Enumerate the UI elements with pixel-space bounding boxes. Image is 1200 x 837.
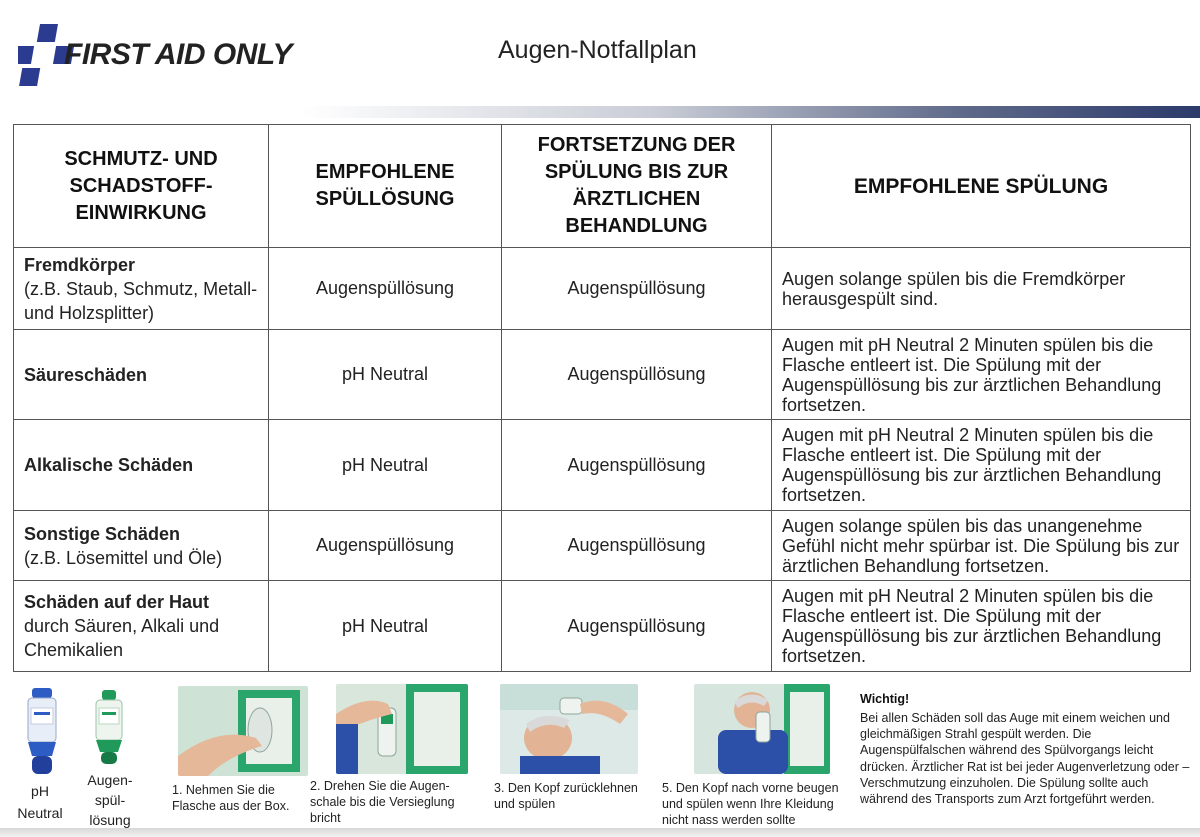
continuation-cell: Augenspüllösung — [502, 581, 772, 672]
table-row — [14, 511, 1191, 581]
exposure-cell — [14, 420, 269, 511]
step-5: 5. Den Kopf nach vorne beugen und spülen wenn Ihre Kleidung nicht nass werden sollte — [662, 781, 839, 827]
instruction-cell: Augen mit pH Neutral 2 Minuten spülen bis die Flasche entleert ist. Die Spülung mit der Augenspüllösung bis zur ärztlichen Behandlung fortsetzen. — [772, 581, 1191, 672]
important-note-text: Bei allen Schäden soll das Auge mit einem weichen und gleichmäßigen Strahl gespült werden. Die Augenspülfalschen während des Spülvorgangs leicht drücken. Ärztlicher Rat ist bei jeder Augenverletzung oder –Verschmutzung einzuholen. Die Spülung sollte auch während des Transports zum Arzt fortgeführt werden. — [860, 711, 1190, 807]
exposure-type: Sonstige Schäden — [24, 523, 181, 544]
exposure-cell — [14, 330, 269, 420]
eyewash-bottle-icon — [92, 688, 126, 766]
header-solution: EMPFOHLENE SPÜLLÖSUNG — [269, 125, 502, 248]
step2-photo — [336, 684, 468, 774]
exposure-detail: durch Säuren, Alkali und Chemikalien — [24, 616, 220, 660]
table-row — [14, 420, 1191, 511]
exposure-type: Alkalische Schäden — [24, 455, 194, 475]
table-row — [14, 581, 1191, 672]
step-1: 1. Nehmen Sie die Flasche aus der Box. — [172, 783, 290, 813]
table-row — [14, 330, 1191, 420]
bottom-divider — [0, 828, 1200, 837]
eyewash-label-line1: Augen- — [87, 772, 133, 788]
step3-photo — [500, 684, 638, 774]
instructions-footer — [0, 684, 1200, 837]
instruction-cell: Augen solange spülen bis die Fremdkörper herausgespült sind. — [772, 248, 1191, 330]
exposure-type: Schäden auf der Haut — [24, 592, 210, 612]
exposure-detail: (z.B. Staub, Schmutz, Metall- und Holzsplitter) — [24, 278, 258, 323]
header-instruction: EMPFOHLENE SPÜLUNG — [772, 125, 1191, 248]
step5-photo — [694, 684, 830, 774]
brand-logo — [18, 24, 318, 86]
step-3: 3. Den Kopf zurücklehnen und spülen — [494, 781, 638, 811]
ph-neutral-bottle-icon — [22, 686, 62, 776]
eye-emergency-table — [13, 124, 1191, 672]
header-divider — [0, 106, 1200, 118]
table-row — [14, 248, 1191, 330]
exposure-type: Fremdkörper — [24, 254, 136, 275]
exposure-cell — [14, 248, 269, 330]
exposure-cell — [14, 581, 269, 672]
solution-cell: Augenspüllösung — [269, 248, 502, 330]
continuation-cell: Augenspüllösung — [502, 420, 772, 511]
instruction-cell: Augen mit pH Neutral 2 Minuten spülen bis die Flasche entleert ist. Die Spülung mit der Augenspüllösung bis zur ärztlichen Behandlung fortsetzen. — [772, 330, 1191, 420]
header-continuation: FORTSETZUNG DER SPÜLUNG BIS ZUR ÄRZTLICHEN BEHANDLUNG — [502, 125, 772, 248]
eyewash-label-line3: lösung — [89, 812, 131, 828]
solution-cell: pH Neutral — [269, 420, 502, 511]
exposure-cell — [14, 511, 269, 581]
exposure-type: Säureschäden — [24, 364, 148, 385]
solution-cell: Augenspüllösung — [269, 511, 502, 581]
table-header-row — [14, 125, 1191, 248]
header-exposure: SCHMUTZ- UND SCHADSTOFF-EINWIRKUNG — [14, 125, 269, 248]
ph-neutral-label — [10, 780, 70, 824]
continuation-cell: Augenspüllösung — [502, 330, 772, 420]
eyewash-label-line2: spül- — [94, 792, 126, 808]
ph-neutral-label-line1: pH — [31, 783, 49, 799]
exposure-detail: (z.B. Lösemittel und Öle) — [24, 547, 223, 568]
ph-neutral-label-line2: Neutral — [17, 805, 63, 821]
step-2: 2. Drehen Sie die Augen-schale bis die Versieglung bricht — [310, 779, 455, 825]
brand-name: FIRST AID ONLY — [64, 38, 292, 71]
step1-photo — [178, 686, 308, 776]
eyewash-label — [80, 770, 140, 830]
solution-cell: pH Neutral — [269, 330, 502, 420]
instruction-cell: Augen solange spülen bis das unangenehme Gefühl nicht mehr spürbar ist. Die Spülung bis zur ärztlichen Behandlung fortsetzen. — [772, 511, 1191, 581]
solution-cell: pH Neutral — [269, 581, 502, 672]
important-note-title: Wichtig! — [860, 692, 910, 706]
instruction-cell: Augen mit pH Neutral 2 Minuten spülen bis die Flasche entleert ist. Die Spülung mit der Augenspüllösung bis zur ärztlichen Behandlung fortsetzen. — [772, 420, 1191, 511]
continuation-cell: Augenspüllösung — [502, 248, 772, 330]
continuation-cell: Augenspüllösung — [502, 511, 772, 581]
page-title: Augen-Notfallplan — [498, 36, 697, 64]
